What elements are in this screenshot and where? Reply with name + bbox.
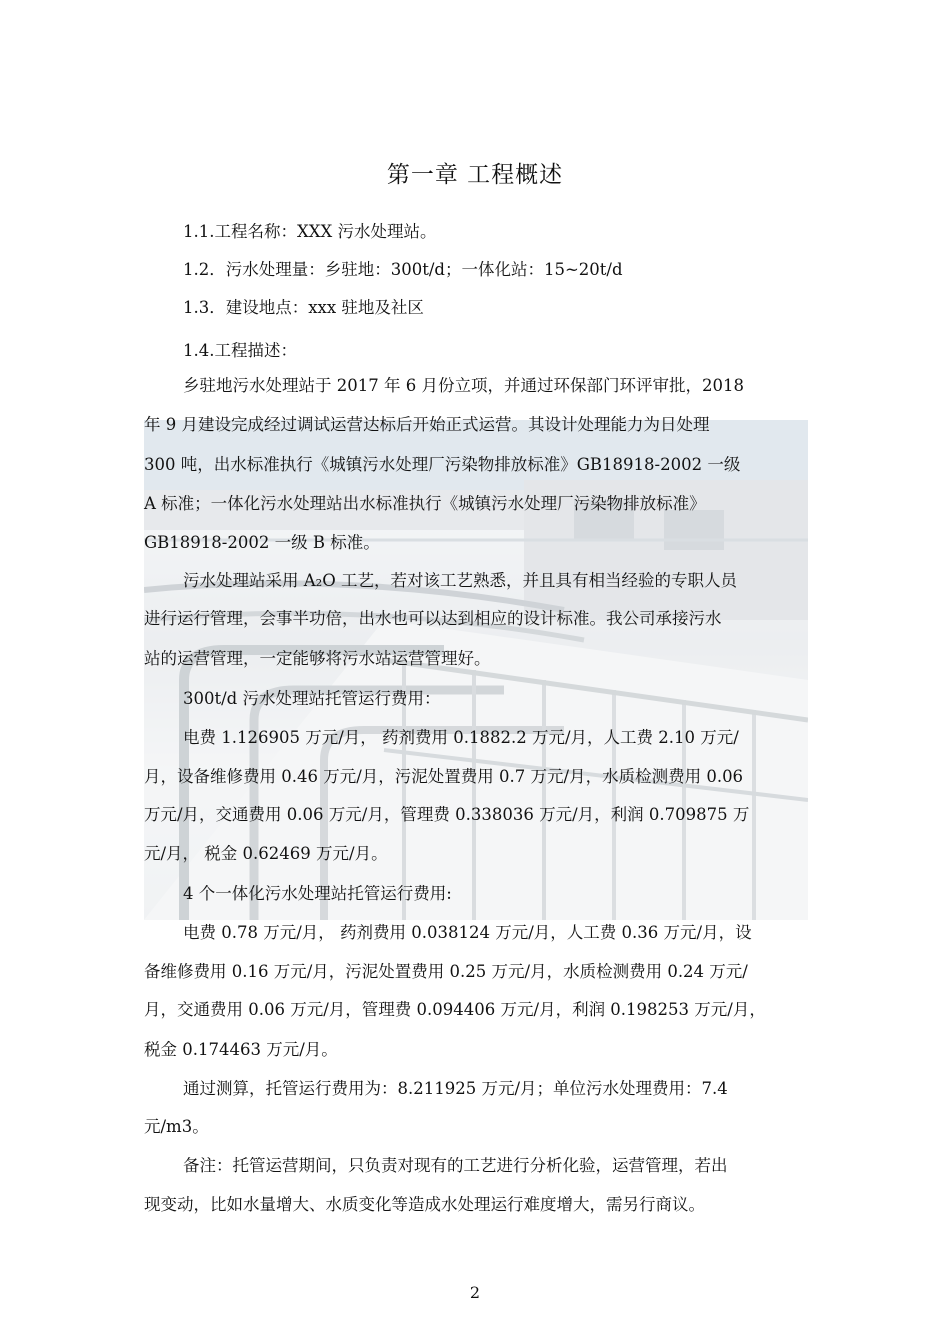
para5-line: 元/m3。: [144, 1117, 209, 1136]
section-300td-heading: 300t/d 污水处理站托管运行费用：: [183, 689, 441, 708]
para1-line: 乡驻地污水处理站于 2017 年 6 月份立项，并通过环保部门环评审批，2018: [183, 376, 744, 395]
para4-line: 税金 0.174463 万元/月。: [144, 1040, 338, 1059]
para6-line: 现变动，比如水量增大、水质变化等造成水处理运行难度增大，需另行商议。: [144, 1195, 705, 1214]
para3-line: 万元/月，交通费用 0.06 万元/月，管理费 0.338036 万元/月，利润 0.709875 万: [144, 805, 750, 824]
para1-line: GB18918-2002 一级 B 标准。: [144, 533, 380, 552]
item-project-name: 1.1.工程名称：XXX 污水处理站。: [183, 222, 437, 241]
para5-line: 通过测算，托管运行费用为：8.211925 万元/月；单位污水处理费用：7.4: [183, 1079, 728, 1098]
item-description-heading: 1.4.工程描述：: [183, 341, 297, 360]
chapter-title: 第一章 工程概述: [386, 162, 564, 188]
item-capacity: 1.2．污水处理量：乡驻地：300t/d；一体化站：15~20t/d: [183, 260, 623, 279]
para3-line: 元/月， 税金 0.62469 万元/月。: [144, 844, 388, 863]
para6-line: 备注：托管运营期间，只负责对现有的工艺进行分析化验，运营管理，若出: [183, 1156, 728, 1175]
para4-line: 月，交通费用 0.06 万元/月，管理费 0.094406 万元/月，利润 0.198253 万元/月，: [144, 1000, 766, 1019]
section-integrated-heading: 4 个一体化污水处理站托管运行费用:: [183, 884, 452, 903]
para2-line: 站的运营管理，一定能够将污水站运营管理好。: [144, 649, 491, 668]
para4-line: 电费 0.78 万元/月， 药剂费用 0.038124 万元/月，人工费 0.36 万元/月，设: [183, 923, 752, 942]
para1-line: 300 吨，出水标准执行《城镇污水处理厂污染物排放标准》GB18918-2002 一级: [144, 455, 741, 474]
para3-line: 月，设备维修费用 0.46 万元/月，污泥处置费用 0.7 万元/月，水质检测费用 0.06: [144, 767, 744, 786]
page-number: 2: [469, 1283, 481, 1302]
para4-line: 备维修费用 0.16 万元/月，污泥处置费用 0.25 万元/月，水质检测费用 0.24 万元/: [144, 962, 748, 981]
item-location: 1.3．建设地点：xxx 驻地及社区: [183, 298, 424, 317]
para3-line: 电费 1.126905 万元/月， 药剂费用 0.1882.2 万元/月，人工费 2.10 万元/: [183, 728, 739, 747]
para2-line: 进行运行管理，会事半功倍，出水也可以达到相应的设计标准。我公司承接污水: [144, 609, 722, 628]
para1-line: A 标准；一体化污水处理站出水标准执行《城镇污水处理厂污染物排放标准》: [144, 494, 706, 513]
para1-line: 年 9 月建设完成经过调试运营达标后开始正式运营。其设计处理能力为日处理: [144, 415, 710, 434]
para2-line: 污水处理站采用 A₂O 工艺，若对该工艺熟悉，并且具有相当经验的专职人员: [183, 571, 738, 590]
